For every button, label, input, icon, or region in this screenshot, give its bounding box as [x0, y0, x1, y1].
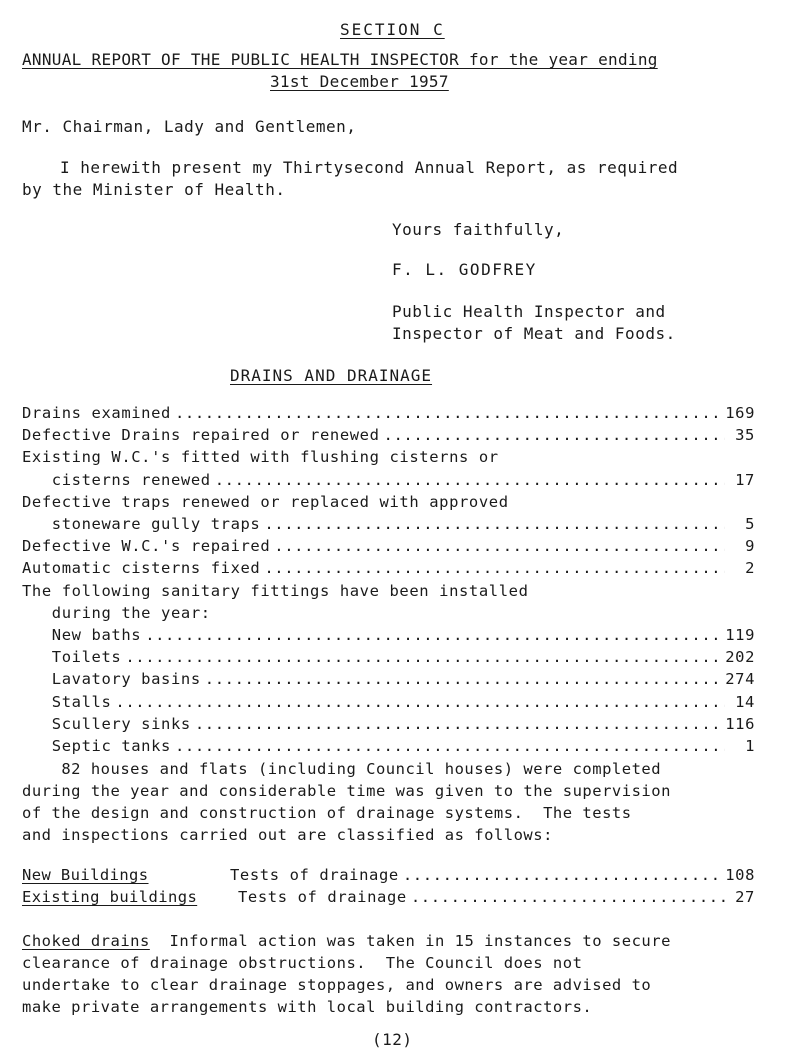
stat-value: 5	[745, 515, 755, 533]
leader-dots	[215, 471, 725, 489]
stat-row	[22, 626, 755, 648]
stat-label: Stalls	[22, 693, 112, 711]
stat-value: 2	[745, 559, 755, 577]
stat-label: The following sanitary fittings have been installed	[22, 582, 529, 600]
stat-row	[22, 493, 755, 515]
stat-label: Defective traps renewed or replaced with approved	[22, 493, 509, 511]
leader-dots	[125, 648, 721, 666]
stat-label: stoneware gully traps	[22, 515, 261, 533]
stat-row	[22, 693, 755, 715]
leader-dots	[205, 670, 721, 688]
stat-label: Toilets	[22, 648, 122, 666]
new-buildings-value: 108	[725, 866, 755, 884]
stat-row	[22, 737, 755, 759]
stat-value: 14	[735, 693, 755, 711]
intro-line-1: I herewith present my Thirtysecond Annual Report, as required	[60, 158, 679, 177]
leader-dots	[403, 866, 721, 884]
stat-row	[22, 426, 755, 448]
stat-row	[22, 537, 755, 559]
houses-line: and inspections carried out are classified as follows:	[22, 826, 553, 844]
stat-row	[22, 648, 755, 670]
choked-line: undertake to clear drainage stoppages, and owners are advised to	[22, 976, 652, 994]
stat-row	[22, 604, 755, 626]
stat-label: Septic tanks	[22, 737, 171, 755]
existing-buildings-desc: Tests of drainage	[238, 888, 407, 906]
existing-buildings-row	[238, 888, 755, 910]
choked-line: make private arrangements with local building contractors.	[22, 998, 593, 1016]
leader-dots	[384, 426, 725, 444]
houses-line: during the year and considerable time was given to the supervision	[22, 782, 671, 800]
page-number: (12)	[372, 1030, 413, 1049]
choked-text: Informal action was taken in 15 instances to secure	[149, 932, 671, 950]
houses-line: 82 houses and flats (including Council houses) were completed	[22, 760, 662, 778]
stat-label: cisterns renewed	[22, 471, 211, 489]
stat-row	[22, 448, 755, 470]
stat-value: 17	[735, 471, 755, 489]
leader-dots	[145, 626, 721, 644]
salutation: Mr. Chairman, Lady and Gentlemen,	[22, 117, 357, 136]
stat-value: 9	[745, 537, 755, 555]
role-line-2: Inspector of Meat and Foods.	[392, 324, 676, 343]
leader-dots	[195, 715, 721, 733]
stat-value: 169	[725, 404, 755, 422]
stat-row	[22, 715, 755, 737]
stat-value: 119	[725, 626, 755, 644]
stat-label: Lavatory basins	[22, 670, 201, 688]
stat-value: 274	[725, 670, 755, 688]
leader-dots	[274, 537, 725, 555]
role-line-1: Public Health Inspector and	[392, 302, 666, 321]
leader-dots	[264, 559, 725, 577]
leader-dots	[115, 693, 725, 711]
new-buildings-desc: Tests of drainage	[230, 866, 399, 884]
choked-line: clearance of drainage obstructions. The Council does not	[22, 954, 583, 972]
section-label: SECTION C	[340, 20, 445, 39]
existing-buildings-label: Existing buildings	[22, 888, 198, 906]
leader-dots	[175, 404, 721, 422]
stat-label: Defective W.C.'s repaired	[22, 537, 271, 555]
leader-dots	[175, 737, 725, 755]
stat-value: 1	[745, 737, 755, 755]
new-buildings-row	[230, 866, 755, 888]
leader-dots	[264, 515, 725, 533]
choked-line-1	[22, 930, 671, 952]
stat-row	[22, 670, 755, 692]
signatory: F. L. GODFREY	[392, 260, 537, 279]
report-title: ANNUAL REPORT OF THE PUBLIC HEALTH INSPECTOR for the year ending	[22, 50, 658, 69]
stat-label: New baths	[22, 626, 142, 644]
stat-label: Scullery sinks	[22, 715, 191, 733]
new-buildings-label: New Buildings	[22, 866, 149, 884]
stat-row	[22, 404, 755, 426]
existing-buildings-value: 27	[735, 888, 755, 906]
stat-label: during the year:	[22, 604, 211, 622]
stat-label: Defective Drains repaired or renewed	[22, 426, 380, 444]
leader-dots	[411, 888, 725, 906]
stat-value: 35	[735, 426, 755, 444]
stat-value: 116	[725, 715, 755, 733]
drains-heading: DRAINS AND DRAINAGE	[230, 366, 433, 385]
choked-label: Choked drains	[22, 932, 150, 950]
closing: Yours faithfully,	[392, 220, 565, 239]
stat-row	[22, 471, 755, 493]
stat-label: Automatic cisterns fixed	[22, 559, 261, 577]
stat-value: 202	[725, 648, 755, 666]
stat-label: Existing W.C.'s fitted with flushing cisterns or	[22, 448, 499, 466]
houses-line: of the design and construction of drainage systems. The tests	[22, 804, 632, 822]
report-date: 31st December 1957	[270, 72, 449, 91]
stat-row	[22, 515, 755, 537]
intro-line-2: by the Minister of Health.	[22, 180, 286, 199]
stat-row	[22, 559, 755, 581]
stat-label: Drains examined	[22, 404, 171, 422]
stat-row	[22, 582, 755, 604]
